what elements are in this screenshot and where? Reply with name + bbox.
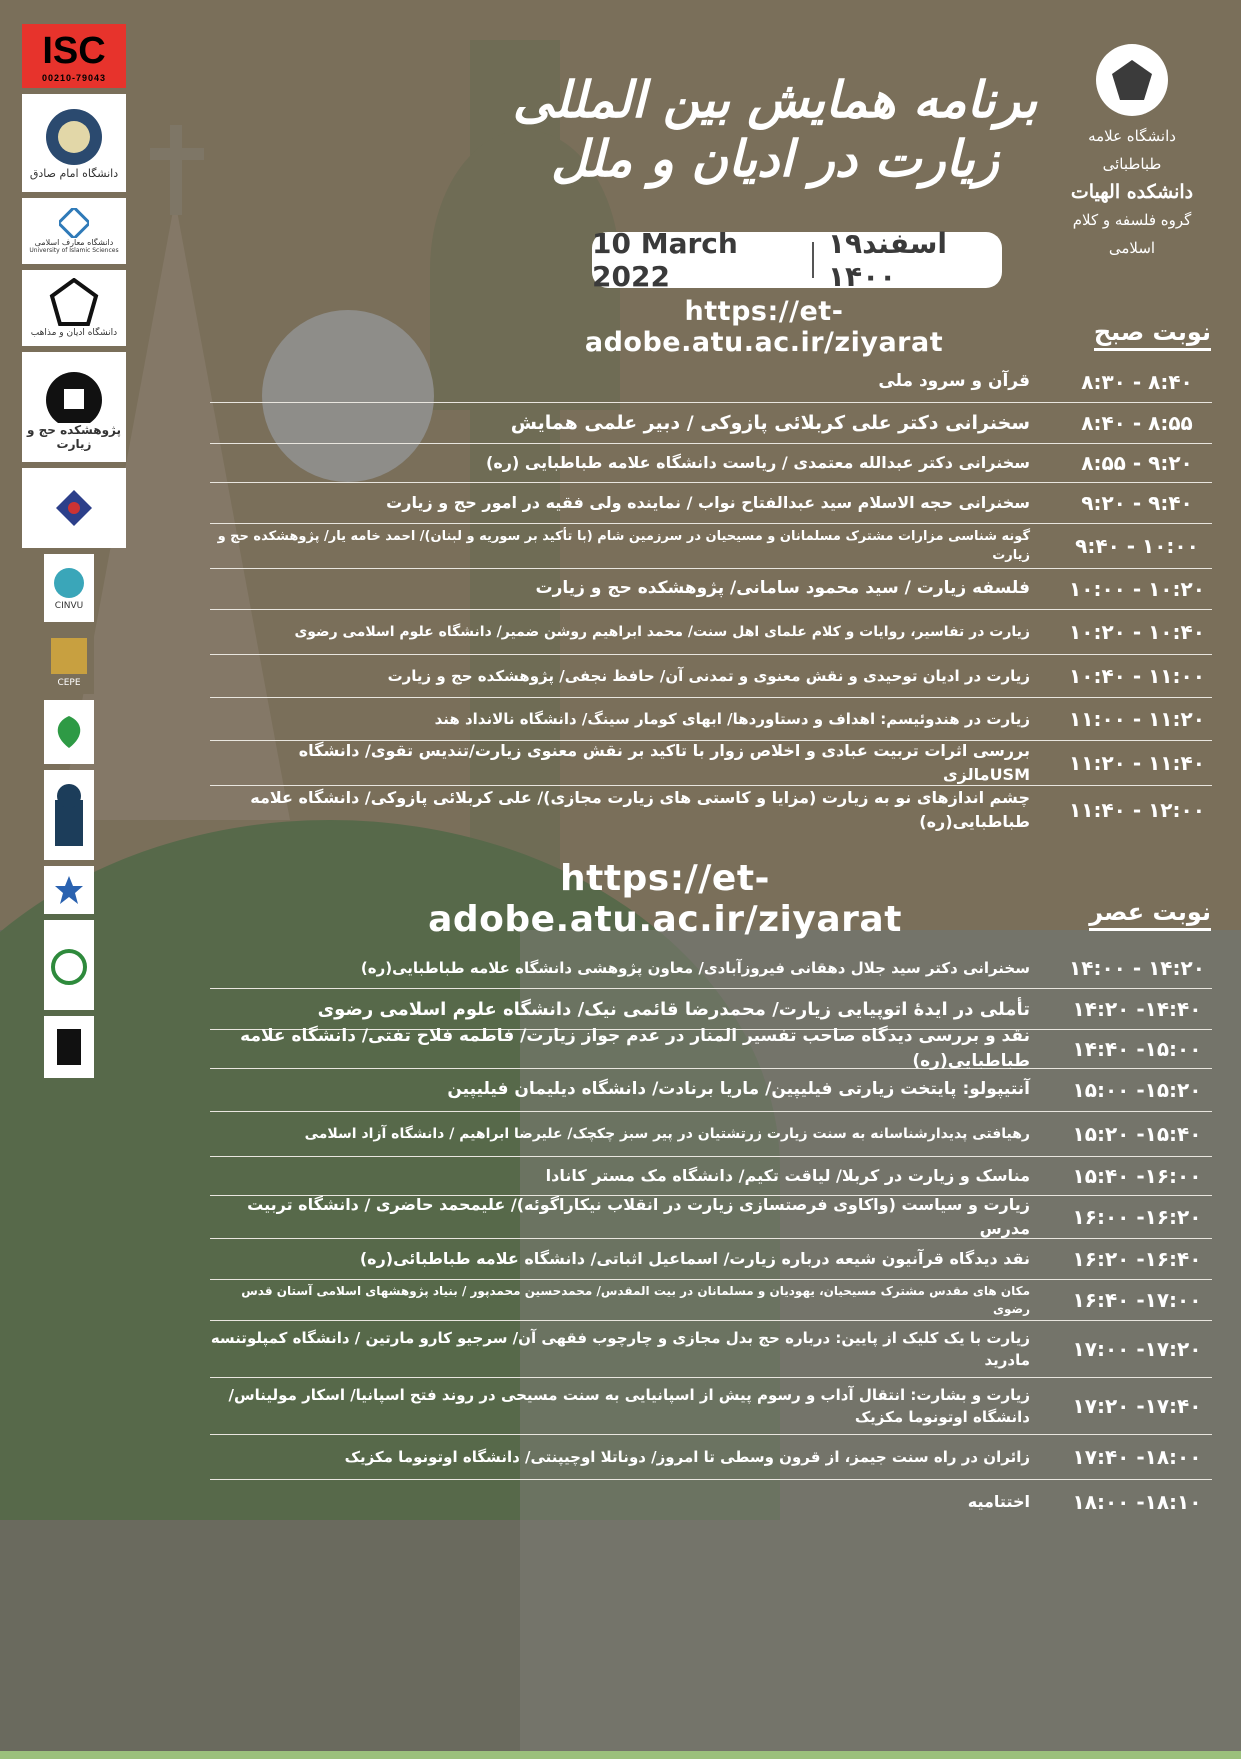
session-time: ۸:۳۰ - ۸:۴۰ [1081, 370, 1193, 394]
session-time: ۱۷:۴۰ -۱۸:۰۰ [1072, 1445, 1202, 1469]
crest-icon [47, 634, 91, 678]
date-gregorian: 10 March 2022 [592, 227, 738, 293]
schedule-row [210, 403, 1212, 444]
leaf-icon [49, 712, 89, 752]
department-name: گروه فلسفه و کلام اسلامی [1072, 211, 1192, 257]
schedule-row [210, 1280, 1212, 1321]
schedule-row [210, 1435, 1212, 1480]
schedule-row [210, 444, 1212, 483]
emblem-icon [54, 488, 94, 528]
session-description: سخنرانی دکتر سید جلال دهقانی فیروزآبادی/ معاون پژوهشی دانشگاه علامه طباطبایی(ره) [360, 958, 1030, 977]
session-description: چشم اندازهای نو به زیارت (مزایا و کاستی های زیارت مجازی)/ علی کربلائی پازوکی/ دانشگاه علامه طباطبایی(ره) [250, 788, 1030, 831]
calligraphy-icon [49, 935, 89, 995]
session-description: اختتامیه [967, 1492, 1030, 1511]
isc-logo: ISC 00210-79043 [22, 24, 126, 88]
cepe-logo: CEPE [44, 628, 94, 694]
schedule-row [210, 1112, 1212, 1157]
schedule-row [210, 1378, 1212, 1435]
rosette-icon [44, 107, 104, 167]
session-time: ۱۵:۲۰ -۱۵:۴۰ [1072, 1122, 1202, 1146]
schedule-row [210, 1480, 1212, 1524]
publisher-logo [44, 1016, 94, 1078]
session-description: فلسفه زیارت / سید محمود سامانی/ پژوهشکده حج و زیارت [535, 578, 1030, 599]
url-middle-link[interactable]: https://et-adobe.atu.ac.ir/ziyarat [428, 858, 902, 940]
session-time: ۱۰:۰۰ - ۱۰:۲۰ [1069, 577, 1205, 601]
session-description: زیارت با یک کلیک از پایین: درباره حج بدل مجازی و چارچوب فقهی آن/ سرجیو کارو مارتین / دانشگاه کمپلوتنسه مادرید [210, 1328, 1030, 1369]
session-time: ۱۷:۲۰ -۱۷:۴۰ [1072, 1394, 1202, 1418]
university-emblem-icon [1096, 44, 1168, 116]
session-description: زائران در راه سنت جیمز، از قرون وسطی تا امروز/ دوناتلا اوچیپنتی/ دانشگاه اوتونوما مکزیک [344, 1447, 1030, 1466]
mosque-logo [44, 770, 94, 860]
session-description: سخنرانی دکتر عبدالله معتمدی / ریاست دانشگاه علامه طباطبایی (ره) [486, 453, 1030, 472]
session-description: سخنرانی دکتر علی کربلائی پازوکی / دبیر علمی همایش [510, 411, 1030, 434]
session-time: ۱۴:۰۰ - ۱۴:۲۰ [1069, 956, 1205, 980]
schedule-row [210, 362, 1212, 403]
session-description: تأملی در ایدۀ اتوپیایی زیارت/ محمدرضا قائمی نیک/ دانشگاه علوم اسلامی رضوی [317, 998, 1030, 1020]
page-title: برنامه همایش بین المللی زیارت در ادیان و ملل [512, 70, 1038, 188]
session-description: زیارت و بشارت: انتقال آداب و رسوم پیش از اسپانیایی به سنت مسیحی در روند فتح اسپانیا/ اسکار مولیناس/ دانشگاه اوتونوما مکزیک [228, 1385, 1030, 1426]
session-description: زیارت در هندوئیسم: اهداف و دستاوردها/ ابهای کومار سینگ/ دانشگاه نالانداد هند [434, 709, 1030, 728]
schedule-row [210, 948, 1212, 989]
session-time: ۱۱:۴۰ - ۱۲:۰۰ [1069, 798, 1205, 822]
book-icon [49, 1025, 89, 1069]
morning-section-title: نوبت صبح [1094, 318, 1211, 351]
kaaba-sun-icon [37, 363, 111, 423]
cross-icon-bar [150, 148, 204, 160]
session-time: ۱۴:۲۰ -۱۴:۴۰ [1072, 997, 1202, 1021]
session-description: سخنرانی حجه الاسلام سید عبدالفتاح نواب / نماینده ولی فقیه در امور حج و زیارت [386, 493, 1030, 512]
cinvu-logo: CINVU [44, 554, 94, 622]
session-description: زیارت و سیاست (واکاوی فرصتسازی زیارت در انقلاب نیکاراگوئه)/ علیمحمد حاضری / دانشگاه تربیت مدرس [247, 1195, 1030, 1238]
morning-schedule [210, 362, 1212, 834]
session-description: گونه شناسی مزارات مشترک مسلمانان و مسیحیان در سرزمین شام (با تأکید بر سوریه و لبنان)/ احمد خامه یار/ پژوهشکده حج و زیارت [217, 528, 1030, 563]
session-time: ۱۱:۲۰ - ۱۱:۴۰ [1069, 751, 1205, 775]
schedule-row [210, 1239, 1212, 1280]
session-time: ۱۱:۰۰ - ۱۱:۲۰ [1069, 707, 1205, 731]
religions-university-logo: دانشگاه ادیان و مذاهب [22, 270, 126, 346]
sponsor-logos [22, 24, 126, 1084]
flower-icon [51, 565, 87, 601]
hajj-research-logo: پژوهشکده حج و زیارت [22, 352, 126, 462]
schedule-row [210, 1069, 1212, 1112]
schedule-row [210, 610, 1212, 655]
knot-icon [59, 208, 89, 238]
session-time: ۱۴:۴۰ -۱۵:۰۰ [1072, 1037, 1202, 1061]
schedule-row [210, 483, 1212, 524]
cross-icon [170, 125, 182, 215]
schedule-row [210, 741, 1212, 786]
schedule-row [210, 1196, 1212, 1239]
date-separator [812, 242, 814, 278]
session-description: قرآن و سرود ملی [878, 371, 1030, 392]
schedule-row [210, 524, 1212, 569]
session-description: آنتیپولو: پایتخت زیارتی فیلیپین/ ماریا برنادت/ دانشگاه دیلیمان فیلیپین [447, 1079, 1030, 1100]
bottom-strip [0, 1751, 1241, 1759]
star-icon [54, 875, 84, 905]
date-box [592, 227, 1002, 293]
session-time: ۱۰:۲۰ - ۱۰:۴۰ [1069, 620, 1205, 644]
session-time: ۹:۲۰ - ۹:۴۰ [1081, 491, 1193, 515]
university-name: دانشگاه علامه طباطبائی [1088, 127, 1176, 173]
blue-star-logo [44, 866, 94, 914]
session-time: ۱۶:۴۰ -۱۷:۰۰ [1072, 1288, 1202, 1312]
session-time: ۱۵:۰۰ -۱۵:۲۰ [1072, 1078, 1202, 1102]
date-persian: ۱۹اسفند ۱۴۰۰ [827, 227, 947, 293]
cultural-center-logo [22, 468, 126, 548]
mosque-icon [49, 780, 89, 850]
hajj-organization-logo [44, 920, 94, 1010]
session-description: مناسک و زیارت در کربلا/ لیاقت تکیم/ دانشگاه مک مستر کانادا [545, 1166, 1030, 1185]
schedule-row [210, 655, 1212, 698]
session-description: مکان های مقدس مشترک مسیحیان، یهودیان و مسلمانان در بیت المقدس/ محمدحسین محمدپور / بنیاد پژوهشهای اسلامی آستان قدس رضوی [241, 1284, 1030, 1316]
session-description: نقد و بررسی دیدگاه صاحب تفسیر المنار در عدم جواز زیارت/ فاطمه فلاح تفتی/ دانشگاه علامه طباطبایی(ره) [240, 1025, 1030, 1071]
url-top-link[interactable]: https://et-adobe.atu.ac.ir/ziyarat [584, 296, 944, 358]
session-time: ۱۵:۴۰ -۱۶:۰۰ [1072, 1164, 1202, 1188]
session-time: ۱۰:۴۰ - ۱۱:۰۰ [1069, 664, 1205, 688]
afternoon-section-title: نوبت عصر [1089, 898, 1211, 931]
session-time: ۱۷:۰۰ -۱۷:۲۰ [1072, 1337, 1202, 1361]
session-description: بررسی اثرات تربیت عبادی و اخلاص زوار با تاکید بر نقش معنوی زیارت/تندیس تقوی/ دانشگاه USMمالزی [298, 741, 1030, 784]
session-description: نقد دیدگاه قرآنیون شیعه درباره زیارت/ اسماعیل اثباتی/ دانشگاه علامه طباطبائی(ره) [359, 1249, 1030, 1268]
schedule-row [210, 786, 1212, 834]
university-block [1057, 44, 1207, 262]
session-time: ۱۶:۰۰ -۱۶:۲۰ [1072, 1205, 1202, 1229]
session-time: ۸:۴۰ - ۸:۵۵ [1081, 411, 1193, 435]
schedule-row [210, 698, 1212, 741]
islamic-sciences-logo: دانشگاه معارف اسلامی University of Islamic Sciences [22, 198, 126, 264]
session-time: ۸:۵۵ - ۹:۲۰ [1081, 451, 1193, 475]
session-time: ۱۶:۲۰ -۱۶:۴۰ [1072, 1247, 1202, 1271]
session-time: ۹:۴۰ - ۱۰:۰۰ [1075, 534, 1199, 558]
schedule-row [210, 1025, 1212, 1071]
session-time: ۱۸:۰۰ -۱۸:۱۰ [1072, 1490, 1202, 1514]
schedule-row [210, 569, 1212, 610]
session-description: زیارت در تفاسیر، روایات و کلام علمای اهل سنت/ محمد ابراهیم روشن ضمیر/ دانشگاه علوم اسلامی رضوی [294, 623, 1030, 640]
geometric-star-icon [49, 278, 99, 328]
session-description: زیارت در ادیان توحیدی و نقش معنوی و تمدنی آن/ حافظ نجفی/ پژوهشکده حج و زیارت [387, 666, 1030, 685]
schedule-row [210, 1321, 1212, 1378]
session-description: رهیافتی پدیدارشناسانه به سنت زیارت زرتشتیان در پیر سبز چکچک/ علیرضا ابراهیم / دانشگاه آزاد اسلامی [304, 1125, 1030, 1142]
afternoon-schedule [210, 948, 1212, 1524]
faculty-name: دانشکده الهیات [1070, 181, 1194, 203]
imam-sadiq-logo: دانشگاه امام صادق [22, 94, 126, 192]
green-leaf-logo [44, 700, 94, 764]
schedule-row [210, 1157, 1212, 1196]
